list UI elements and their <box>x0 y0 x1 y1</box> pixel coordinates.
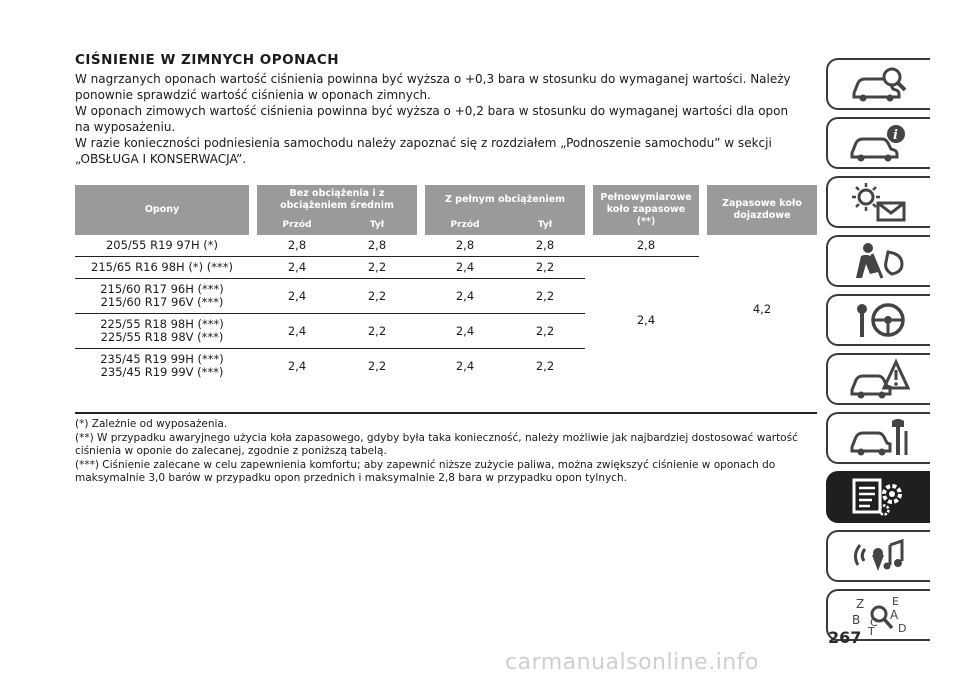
full-size-spare-value: 2,8 <box>593 235 699 257</box>
footnote-3: (***) Ciśnienie zalecane w celu zapewnienia komfortu; aby zapewnić niższe zużycie paliwa, można zwiększyć ciśnienie w oponach do maksymalnie 3,0 barów w przypadku opon przednich i maksymalnie 2,8 bara w przypadku opon tylnych. <box>75 458 776 484</box>
mid-front-value: 2,4 <box>287 358 307 373</box>
full-rear-value: 2,2 <box>535 358 555 373</box>
table-bottom-rule <box>75 412 817 414</box>
chapter-tab-warning-lights[interactable] <box>826 176 930 228</box>
subheader-mid-rear: Tył <box>337 215 417 235</box>
index-letter: T <box>868 625 875 636</box>
header-tyres: Opony <box>75 185 249 235</box>
chapter-tab-multimedia[interactable] <box>826 530 930 582</box>
index-letter: E <box>892 595 899 608</box>
tyre-size: 215/60 R17 96H (***) <box>100 282 224 296</box>
paragraph-winter-tyres: W oponach zimowych wartość ciśnienia powinna być wyższa o +0,2 bara w stosunku do wymaganej wartości dla opon na wyposażeniu. <box>75 104 789 134</box>
tyre-size-cell <box>75 279 249 314</box>
full-front-value: 2,4 <box>425 257 505 279</box>
svg-text:i: i <box>893 128 898 143</box>
full-rear-value: 2,2 <box>505 279 585 314</box>
header-medium-load: Bez obciążenia i z obciążeniem średnim <box>257 185 417 215</box>
mid-rear-value: 2,8 <box>337 235 417 257</box>
tyre-size-cell <box>75 235 249 257</box>
mid-rear-value: 2,2 <box>337 314 417 349</box>
airbag-seatbelt-icon <box>848 240 910 282</box>
table-row <box>75 314 817 349</box>
mid-front-value: 2,4 <box>257 257 337 279</box>
car-service-tools-icon <box>848 417 910 459</box>
subheader-mid-front: Przód <box>257 215 337 235</box>
table-row <box>75 257 817 279</box>
footnotes <box>75 418 817 486</box>
tyre-size: 215/60 R17 96V (***) <box>100 295 224 309</box>
compact-spare-value: 4,2 <box>752 301 772 316</box>
index-letter: Z <box>856 597 865 611</box>
mid-front-value: 2,4 <box>257 314 337 349</box>
tyre-size-cell <box>75 257 249 279</box>
mid-rear-value: 2,2 <box>367 358 387 373</box>
multimedia-icon <box>848 535 910 577</box>
full-front-value: 2,4 <box>425 279 505 314</box>
chapter-tab-vehicle-info[interactable] <box>826 117 930 169</box>
paragraph-lifting: W razie konieczności podniesienia samochodu należy zapoznać się z rozdziałem „Podnoszenie samochodu” w sekcji „OBSŁUGA I KONSERWACJA”. <box>75 136 772 166</box>
car-search-icon <box>848 63 910 105</box>
chapter-tab-maintenance[interactable] <box>826 412 930 464</box>
chapter-tab-technical-data[interactable] <box>826 471 930 523</box>
section-text <box>75 52 797 167</box>
chapter-tab-starting-driving[interactable] <box>826 294 930 346</box>
index-letter: C <box>870 616 878 629</box>
full-rear-value: 2,2 <box>505 257 585 279</box>
tyre-size: 225/55 R18 98H (***) <box>100 317 224 331</box>
key-steering-wheel-icon <box>848 299 910 341</box>
page-number: 267 <box>828 628 862 647</box>
tyre-pressure-table <box>75 185 817 383</box>
tyre-size: 205/55 R19 97H (*) <box>105 238 219 252</box>
mid-rear-value: 2,2 <box>337 279 417 314</box>
tyre-size-cell <box>75 349 249 384</box>
full-front-value: 2,4 <box>425 314 505 349</box>
index-letter: B <box>852 613 861 627</box>
chapter-tab-safety[interactable] <box>826 235 930 287</box>
section-title: CIŚNIENIE W ZIMNYCH OPONACH <box>75 52 340 68</box>
paragraph-hot-tyres: W nagrzanych oponach wartość ciśnienia powinna być wyższa o +0,3 bara w stosunku do wymaganej wartości. Należy ponownie sprawdzić wartość ciśnienia w oponach zimnych. <box>75 72 791 102</box>
full-front-value: 2,4 <box>455 358 475 373</box>
chapter-sidebar <box>826 58 930 648</box>
table-row <box>75 279 817 314</box>
car-info-icon <box>848 122 910 164</box>
mid-front-value: 2,8 <box>257 235 337 257</box>
tyre-size-cell <box>75 314 249 349</box>
full-size-spare-value: 2,4 <box>636 312 656 327</box>
subheader-full-front: Przód <box>425 215 505 235</box>
table-row <box>75 349 817 384</box>
header-compact-spare: Zapasowe koło dojazdowe <box>707 185 817 235</box>
tyre-size: 235/45 R19 99V (***) <box>100 365 224 379</box>
full-front-value: 2,8 <box>425 235 505 257</box>
full-rear-value: 2,8 <box>505 235 585 257</box>
footnote-1: (*) Zależnie od wyposażenia. <box>75 418 228 430</box>
tyre-size: 235/45 R19 99H (***) <box>100 352 224 366</box>
watermark: carmanualsonline.info <box>505 650 759 675</box>
header-gap <box>249 185 257 235</box>
header-full-load: Z pełnym obciążeniem <box>425 185 585 215</box>
footnote-2: (**) W przypadku awaryjnego użycia koła zapasowego, gdyby była taka konieczność, należy możliwie jak najbardziej dostosować wartość ciśnienia w oponie do zalecanej, zgodnie z poniższą tabelą. <box>75 431 798 457</box>
table-row <box>75 235 817 257</box>
document-gear-icon <box>848 476 910 518</box>
header-full-size-spare: Pełnowymiarowe koło zapasowe (**) <box>593 185 699 235</box>
chapter-tab-emergency[interactable] <box>826 353 930 405</box>
tyre-size: 215/65 R16 98H (*) (***) <box>91 260 233 274</box>
car-warning-triangle-icon <box>848 358 910 400</box>
chapter-tab-dashboard[interactable] <box>826 58 930 110</box>
mid-rear-value: 2,2 <box>337 257 417 279</box>
header-gap <box>699 185 707 235</box>
index-letter: A <box>890 608 899 622</box>
full-rear-value: 2,2 <box>505 314 585 349</box>
index-letter: D <box>898 622 907 635</box>
header-gap <box>417 185 425 235</box>
header-gap <box>585 185 593 235</box>
warning-light-message-icon <box>848 181 910 223</box>
subheader-full-rear: Tył <box>505 215 585 235</box>
tyre-size: 225/55 R18 98V (***) <box>100 330 224 344</box>
mid-front-value: 2,4 <box>257 279 337 314</box>
